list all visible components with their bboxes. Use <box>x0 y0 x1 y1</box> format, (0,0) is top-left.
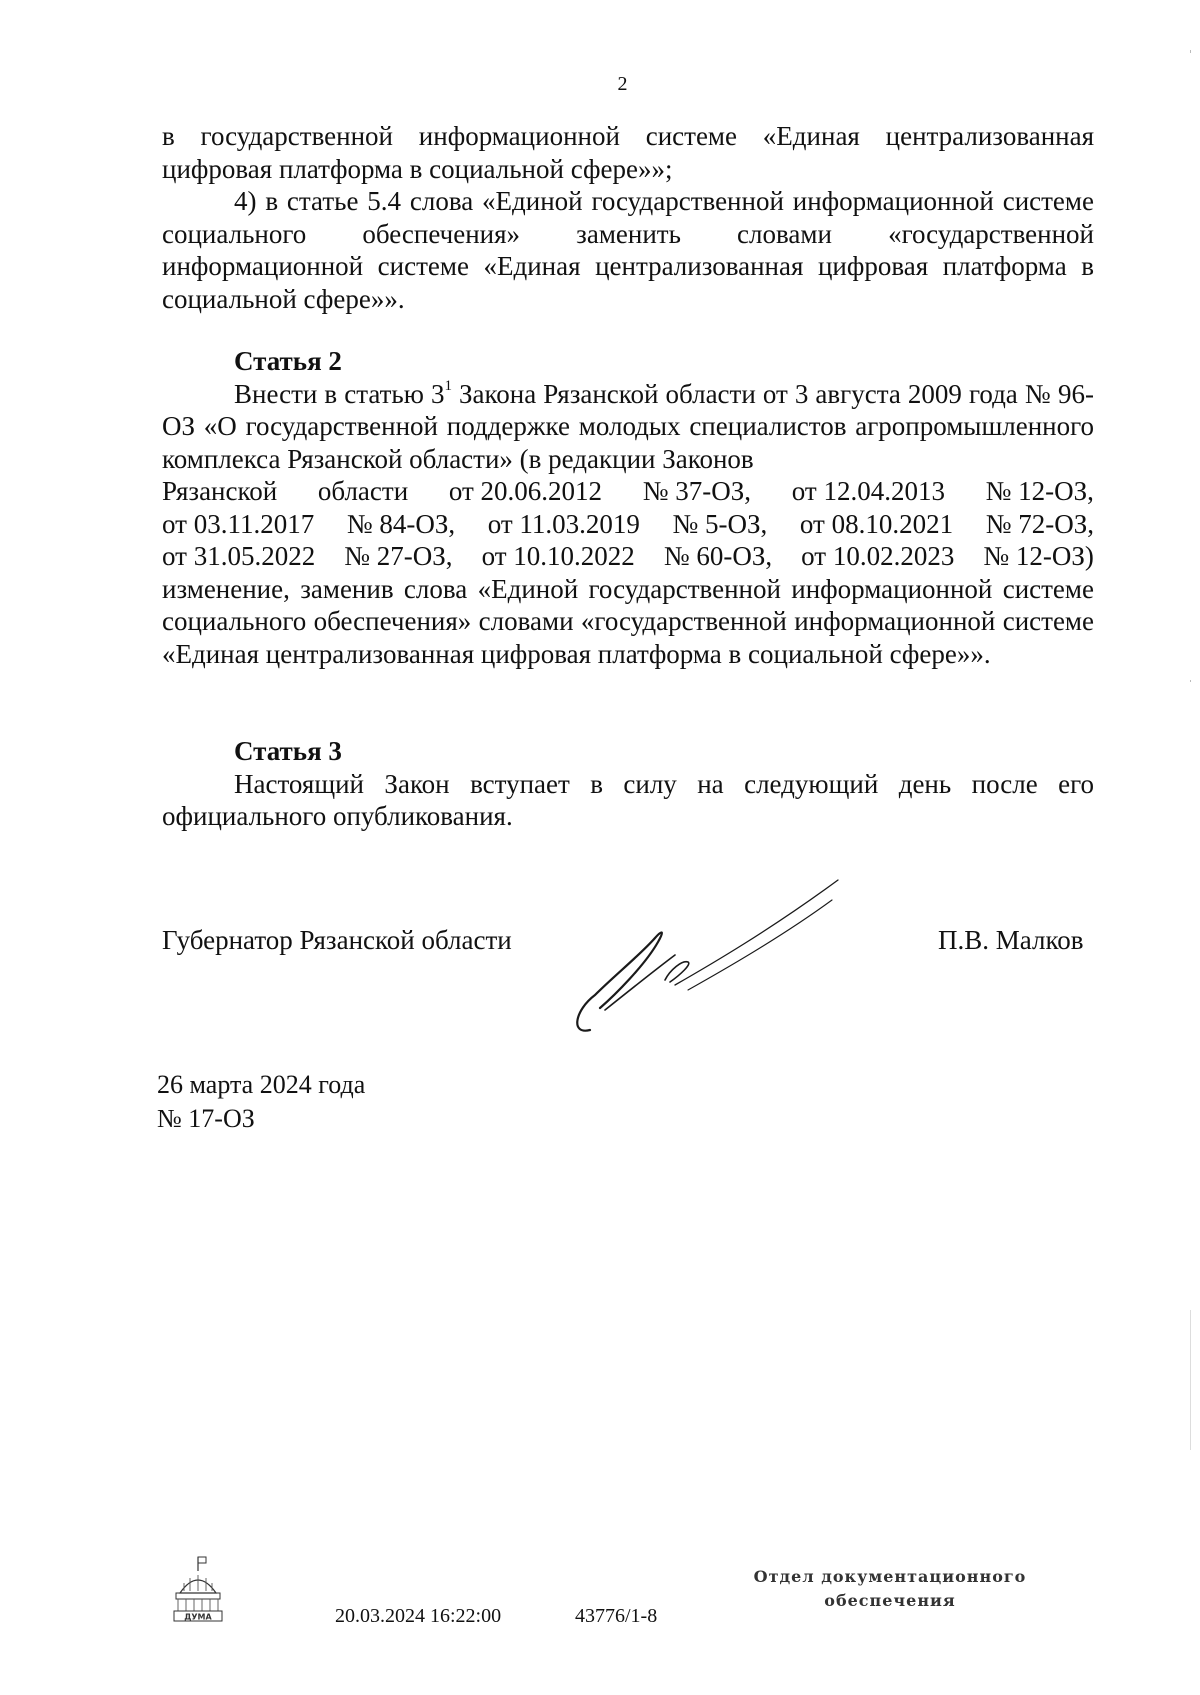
amendment-cell: от 11.03.2019 <box>487 508 640 539</box>
paragraph-continuation: в государственной информационной системе «Единая централизованная цифровая платформа в социальной сфере»»; <box>162 121 1094 184</box>
amendment-cell: № 12-ОЗ) <box>983 541 1094 571</box>
article-3 <box>162 735 1094 833</box>
duma-logo <box>168 1555 228 1627</box>
article-2-heading: Статья 2 <box>234 346 342 376</box>
amendment-cell: области <box>317 476 409 506</box>
article-2-intro-a: Внести в статью 3 <box>234 378 445 409</box>
article-2-superscript: 1 <box>444 377 452 394</box>
scan-edge-marks <box>1189 40 1192 1640</box>
handwritten-signature <box>570 860 910 1045</box>
governor-name: П.В. Малков <box>938 925 1084 955</box>
article-2 <box>162 345 1094 670</box>
amendment-cell: Рязанской <box>162 476 278 506</box>
amendments-row-1 <box>162 475 1094 508</box>
amendment-cell: № 72-ОЗ, <box>985 508 1094 539</box>
amendments-row-3 <box>162 540 1094 573</box>
footer-registration-number: 43776/1-8 <box>575 1605 658 1627</box>
department-line-2: обеспечения <box>824 1591 956 1610</box>
department-line-1: Отдел документационного <box>753 1567 1027 1586</box>
law-number: № 17-ОЗ <box>157 1104 255 1133</box>
paragraph-item-4: 4) в статье 5.4 слова «Единой государственной информационной системе социального обеспечения» заменить словами «государственной информационной системе «Единая централизованная цифровая платформа в социальной сфере»». <box>162 186 1094 314</box>
governor-title: Губернатор Рязанской области <box>162 925 512 955</box>
amendment-cell: № 37-ОЗ, <box>642 476 752 506</box>
amendment-cell: от 03.11.2017 <box>162 508 315 539</box>
article-2-intro <box>162 378 1094 476</box>
amendment-cell: от 10.02.2023 <box>801 541 955 571</box>
amendment-cell: от 20.06.2012 <box>448 476 603 506</box>
amendments-row-2 <box>162 508 1094 541</box>
law-date: 26 марта 2024 года <box>157 1070 366 1099</box>
amendment-cell: № 12-ОЗ, <box>985 476 1094 506</box>
amendment-cell: от 10.10.2022 <box>481 541 635 571</box>
amendment-cell: от 12.04.2013 <box>791 476 945 506</box>
article-3-text: Настоящий Закон вступает в силу на следующий день после его официального опубликования. <box>162 768 1094 831</box>
amendment-cell: № 27-ОЗ, <box>344 541 453 571</box>
amendment-cell: от 31.05.2022 <box>162 541 316 571</box>
department-stamp <box>740 1565 1040 1613</box>
article-3-heading: Статья 3 <box>234 736 342 766</box>
article-2-intro-b: Закона Рязанской области от 3 августа 2009 года <box>451 378 1018 409</box>
amendment-cell: от 08.10.2021 <box>799 508 954 539</box>
amendment-cell: № 60-ОЗ, <box>663 541 773 571</box>
amendment-cell: № 84-ОЗ, <box>346 508 456 539</box>
article-2-change-text: изменение, заменив слова «Единой государственной информационной системе социального обеспечения» словами «государственной информационной системе «Единая централизованная цифровая платформа в социальной сфере»». <box>162 573 1094 669</box>
law-date-block <box>157 1068 365 1136</box>
duma-logo-text: ДУМА <box>184 1612 212 1622</box>
article-2-law-title: № 96-ОЗ «О государственной поддержке молодых специалистов агропромышленного комплекса Рязанской области» (в редакции Законов <box>162 378 1094 474</box>
amendment-cell: № 5-ОЗ, <box>672 508 768 539</box>
footer-datetime: 20.03.2024 16:22:00 <box>335 1605 502 1627</box>
page-number: 2 <box>617 73 628 95</box>
amendment-continuation <box>162 120 1094 315</box>
